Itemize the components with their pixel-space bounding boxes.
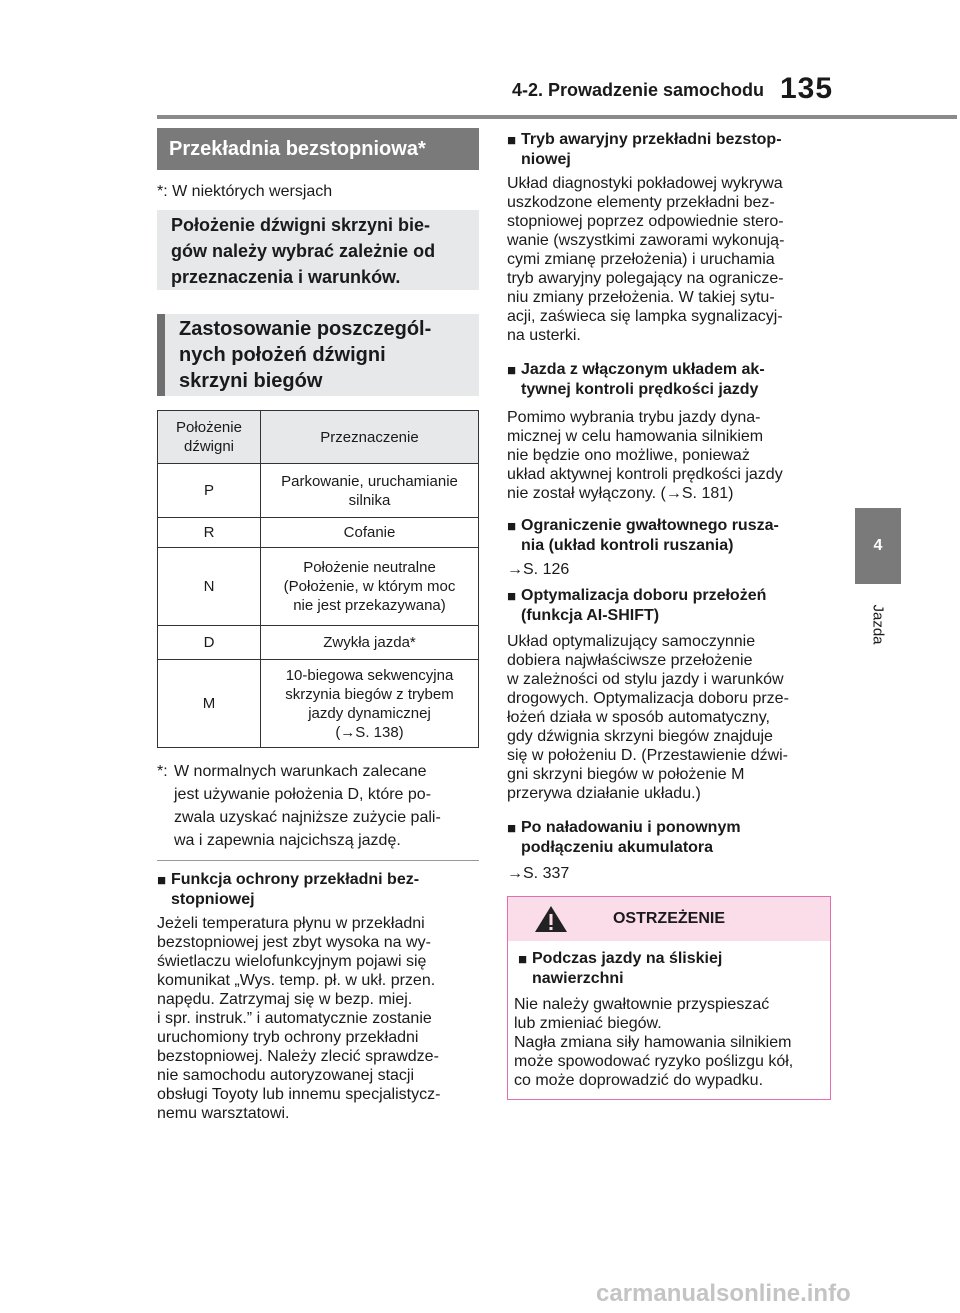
header-rule xyxy=(157,115,957,119)
warning-header xyxy=(508,897,830,941)
section-text-ai-shift xyxy=(507,632,831,803)
footnote-line: zwala uzyskać najniższe zużycie pali- xyxy=(174,809,441,826)
text-line: gni skrzyni biegów w położenie M xyxy=(507,766,745,783)
table-cell-purpose: Zwykła jazda* xyxy=(261,626,479,660)
table-cell-purpose: 10-biegowa sekwencyjna skrzynia biegów z trybem jazdy dynamicznej (→S. 138) xyxy=(261,660,479,748)
section-heading-battery: ■ Po naładowaniu i ponownym podłączeniu akumulatora xyxy=(507,819,741,856)
instruction-line: Położenie dźwigni skrzyni bie- xyxy=(171,215,431,235)
text-line: uruchomiony tryb ochrony przekładni xyxy=(157,1029,419,1046)
square-bullet-icon: ■ xyxy=(507,362,517,379)
text-line: tryb awaryjny polegający na ogranicze- xyxy=(507,270,784,287)
table-cell-purpose: Cofanie xyxy=(261,518,479,548)
text-line: świetlaczu wielofunkcyjnym pojawi się xyxy=(157,953,427,970)
warning-title: OSTRZEŻENIE xyxy=(612,910,725,927)
subsection-heading-line: nych położeń dźwigni xyxy=(179,344,386,366)
table-row xyxy=(158,626,479,660)
text-line: Pomimo wybrania trybu jazdy dyna- xyxy=(507,409,761,426)
text-line: lub zmieniać biegów. xyxy=(514,1015,662,1032)
section-text-cruise xyxy=(507,408,831,503)
instruction-box xyxy=(157,210,479,290)
text-line: komunikat „Wys. temp. pł. w ukł. przen. xyxy=(157,972,436,989)
divider xyxy=(157,860,479,861)
text-line: na usterki. xyxy=(507,327,581,344)
availability-note: *: W niektórych wersjach xyxy=(157,183,333,200)
text-line: się w położeniu D. (Przestawienie dźwi- xyxy=(507,747,788,764)
square-bullet-icon: ■ xyxy=(518,951,528,968)
text-line: napędu. Zatrzymaj się w bezp. miej. xyxy=(157,991,413,1008)
instruction-line: przeznaczenia i warunków. xyxy=(171,267,401,287)
warning-heading: ■ Podczas jazdy na śliskiej nawierzchni xyxy=(518,950,723,987)
text-line: gdy dźwignia skrzyni biegów znajduje xyxy=(507,728,773,745)
text-line: dobiera najwłaściwsze przełożenie xyxy=(507,652,753,669)
table-cell-position: P xyxy=(158,464,261,518)
text-line: może spowodować ryzyko poślizgu kół, xyxy=(514,1053,794,1070)
text-line: obsługi Toyoty lub innemu specjalistycz- xyxy=(157,1086,441,1103)
warning-triangle-icon xyxy=(534,905,568,933)
text-line: Jeżeli temperatura płynu w przekładni xyxy=(157,915,425,932)
square-bullet-icon: ■ xyxy=(157,872,167,889)
footnote-line: wa i zapewnia najcichszą jazdę. xyxy=(174,832,401,849)
table-header: Położenie dźwigni xyxy=(158,411,261,464)
subsection-heading-line: skrzyni biegów xyxy=(179,370,323,392)
section-heading-start-control: ■ Ograniczenie gwałtownego rusza- nia (układ kontroli ruszania) xyxy=(507,517,779,554)
text-line: nie został wyłączony. (→S. 181) xyxy=(507,485,734,502)
table-cell-position: N xyxy=(158,548,261,626)
text-line: bezstopniowej. Należy zlecić sprawdze- xyxy=(157,1048,439,1065)
table-row xyxy=(158,464,479,518)
text-line: nemu warsztatowi. xyxy=(157,1105,290,1122)
text-line: acji, zaświeca się lampka sygnalizacyj- xyxy=(507,308,783,325)
text-line: micznej w celu hamowania silnikiem xyxy=(507,428,764,445)
text-line: stopniowej poprzez odpowiednie stero- xyxy=(507,213,784,230)
square-bullet-icon: ■ xyxy=(507,132,517,149)
square-bullet-icon: ■ xyxy=(507,820,517,837)
section-heading-limp-mode: ■ Tryb awaryjny przekładni bezstop- niowej xyxy=(507,131,782,168)
text-line: co może doprowadzić do wypadku. xyxy=(514,1072,764,1089)
chapter-tab: 4 xyxy=(855,508,901,584)
instruction-line: gów należy wybrać zależnie od xyxy=(171,241,436,261)
text-line: Układ optymalizujący samoczynnie xyxy=(507,633,756,650)
text-line: i spr. instruk.” i automatycznie zostanie xyxy=(157,1010,432,1027)
text-line: →S. 337 xyxy=(507,865,570,882)
text-line: łożeń działa w sposób automatyczny, xyxy=(507,709,770,726)
section-heading-cruise: ■ Jazda z włączonym układem ak- tywnej kontroli prędkości jazdy xyxy=(507,361,765,398)
text-line: uszkodzone elementy przekładni bez- xyxy=(507,194,775,211)
table-cell-position: D xyxy=(158,626,261,660)
table-row xyxy=(158,548,479,626)
header-title: 4-2. Prowadzenie samochodu xyxy=(511,80,764,100)
text-line: przerywa działanie układu.) xyxy=(507,785,701,802)
text-line: drogowych. Optymalizacja doboru prze- xyxy=(507,690,789,707)
table-footnote xyxy=(157,760,479,852)
subsection-heading-box xyxy=(157,314,479,396)
text-line: nie będzie ono możliwe, ponieważ xyxy=(507,447,750,464)
text-line: układ aktywnej kontroli prędkości jazdy xyxy=(507,466,783,483)
text-line: niu zmiany przełożenia. W takiej sytu- xyxy=(507,289,775,306)
text-line: Układ diagnostyki pokładowej wykrywa xyxy=(507,175,783,192)
text-line: bezstopniowej jest zbyt wysoka na wy- xyxy=(157,934,431,951)
warning-box xyxy=(507,896,831,1100)
table-row xyxy=(158,660,479,748)
text-line: nie samochodu autoryzowanej stacji xyxy=(157,1067,415,1084)
table-header: Przeznaczenie xyxy=(261,411,479,464)
page-number: 135 xyxy=(780,72,834,105)
section-text-battery[interactable] xyxy=(507,864,831,883)
watermark: carmanualsonline.info xyxy=(596,1280,851,1307)
text-line: Nagła zmiana siły hamowania silnikiem xyxy=(514,1034,792,1051)
section-text-start-control[interactable] xyxy=(507,560,831,579)
square-bullet-icon: ■ xyxy=(507,518,517,535)
text-line: →S. 126 xyxy=(507,561,570,578)
text-line: wanie (wszystkimi zaworami wykonują- xyxy=(507,232,785,249)
text-line: cymi zmianę przełożenia) i uruchamia xyxy=(507,251,775,268)
footnote-marker: *: xyxy=(157,763,168,780)
text-line: w zależności od stylu jazdy i warunków xyxy=(507,671,784,688)
warning-text xyxy=(514,995,826,1090)
footnote-line: jest używanie położenia D, które po- xyxy=(174,786,432,803)
section-text-limp-mode xyxy=(507,174,831,345)
subsection-heading-line: Zastosowanie poszczegól- xyxy=(179,318,432,340)
square-bullet-icon: ■ xyxy=(507,588,517,605)
table-cell-position: M xyxy=(158,660,261,748)
table-cell-position: R xyxy=(158,518,261,548)
section-title: Przekładnia bezstopniowa* xyxy=(157,128,479,170)
gear-position-table xyxy=(157,410,479,748)
section-heading-ai-shift: ■ Optymalizacja doboru przełożeń (funkcja AI-SHIFT) xyxy=(507,587,767,624)
table-row xyxy=(158,518,479,548)
chapter-label: Jazda xyxy=(869,603,887,645)
footnote-line: W normalnych warunkach zalecane xyxy=(174,763,427,780)
protection-text xyxy=(157,914,479,1123)
protection-heading: ■ Funkcja ochrony przekładni bez- stopniowej xyxy=(157,871,420,908)
text-line: Nie należy gwałtownie przyspieszać xyxy=(514,996,770,1013)
table-cell-purpose: Parkowanie, uruchamianie silnika xyxy=(261,464,479,518)
table-cell-purpose: Położenie neutralne (Położenie, w którym moc nie jest przekazywana) xyxy=(261,548,479,626)
